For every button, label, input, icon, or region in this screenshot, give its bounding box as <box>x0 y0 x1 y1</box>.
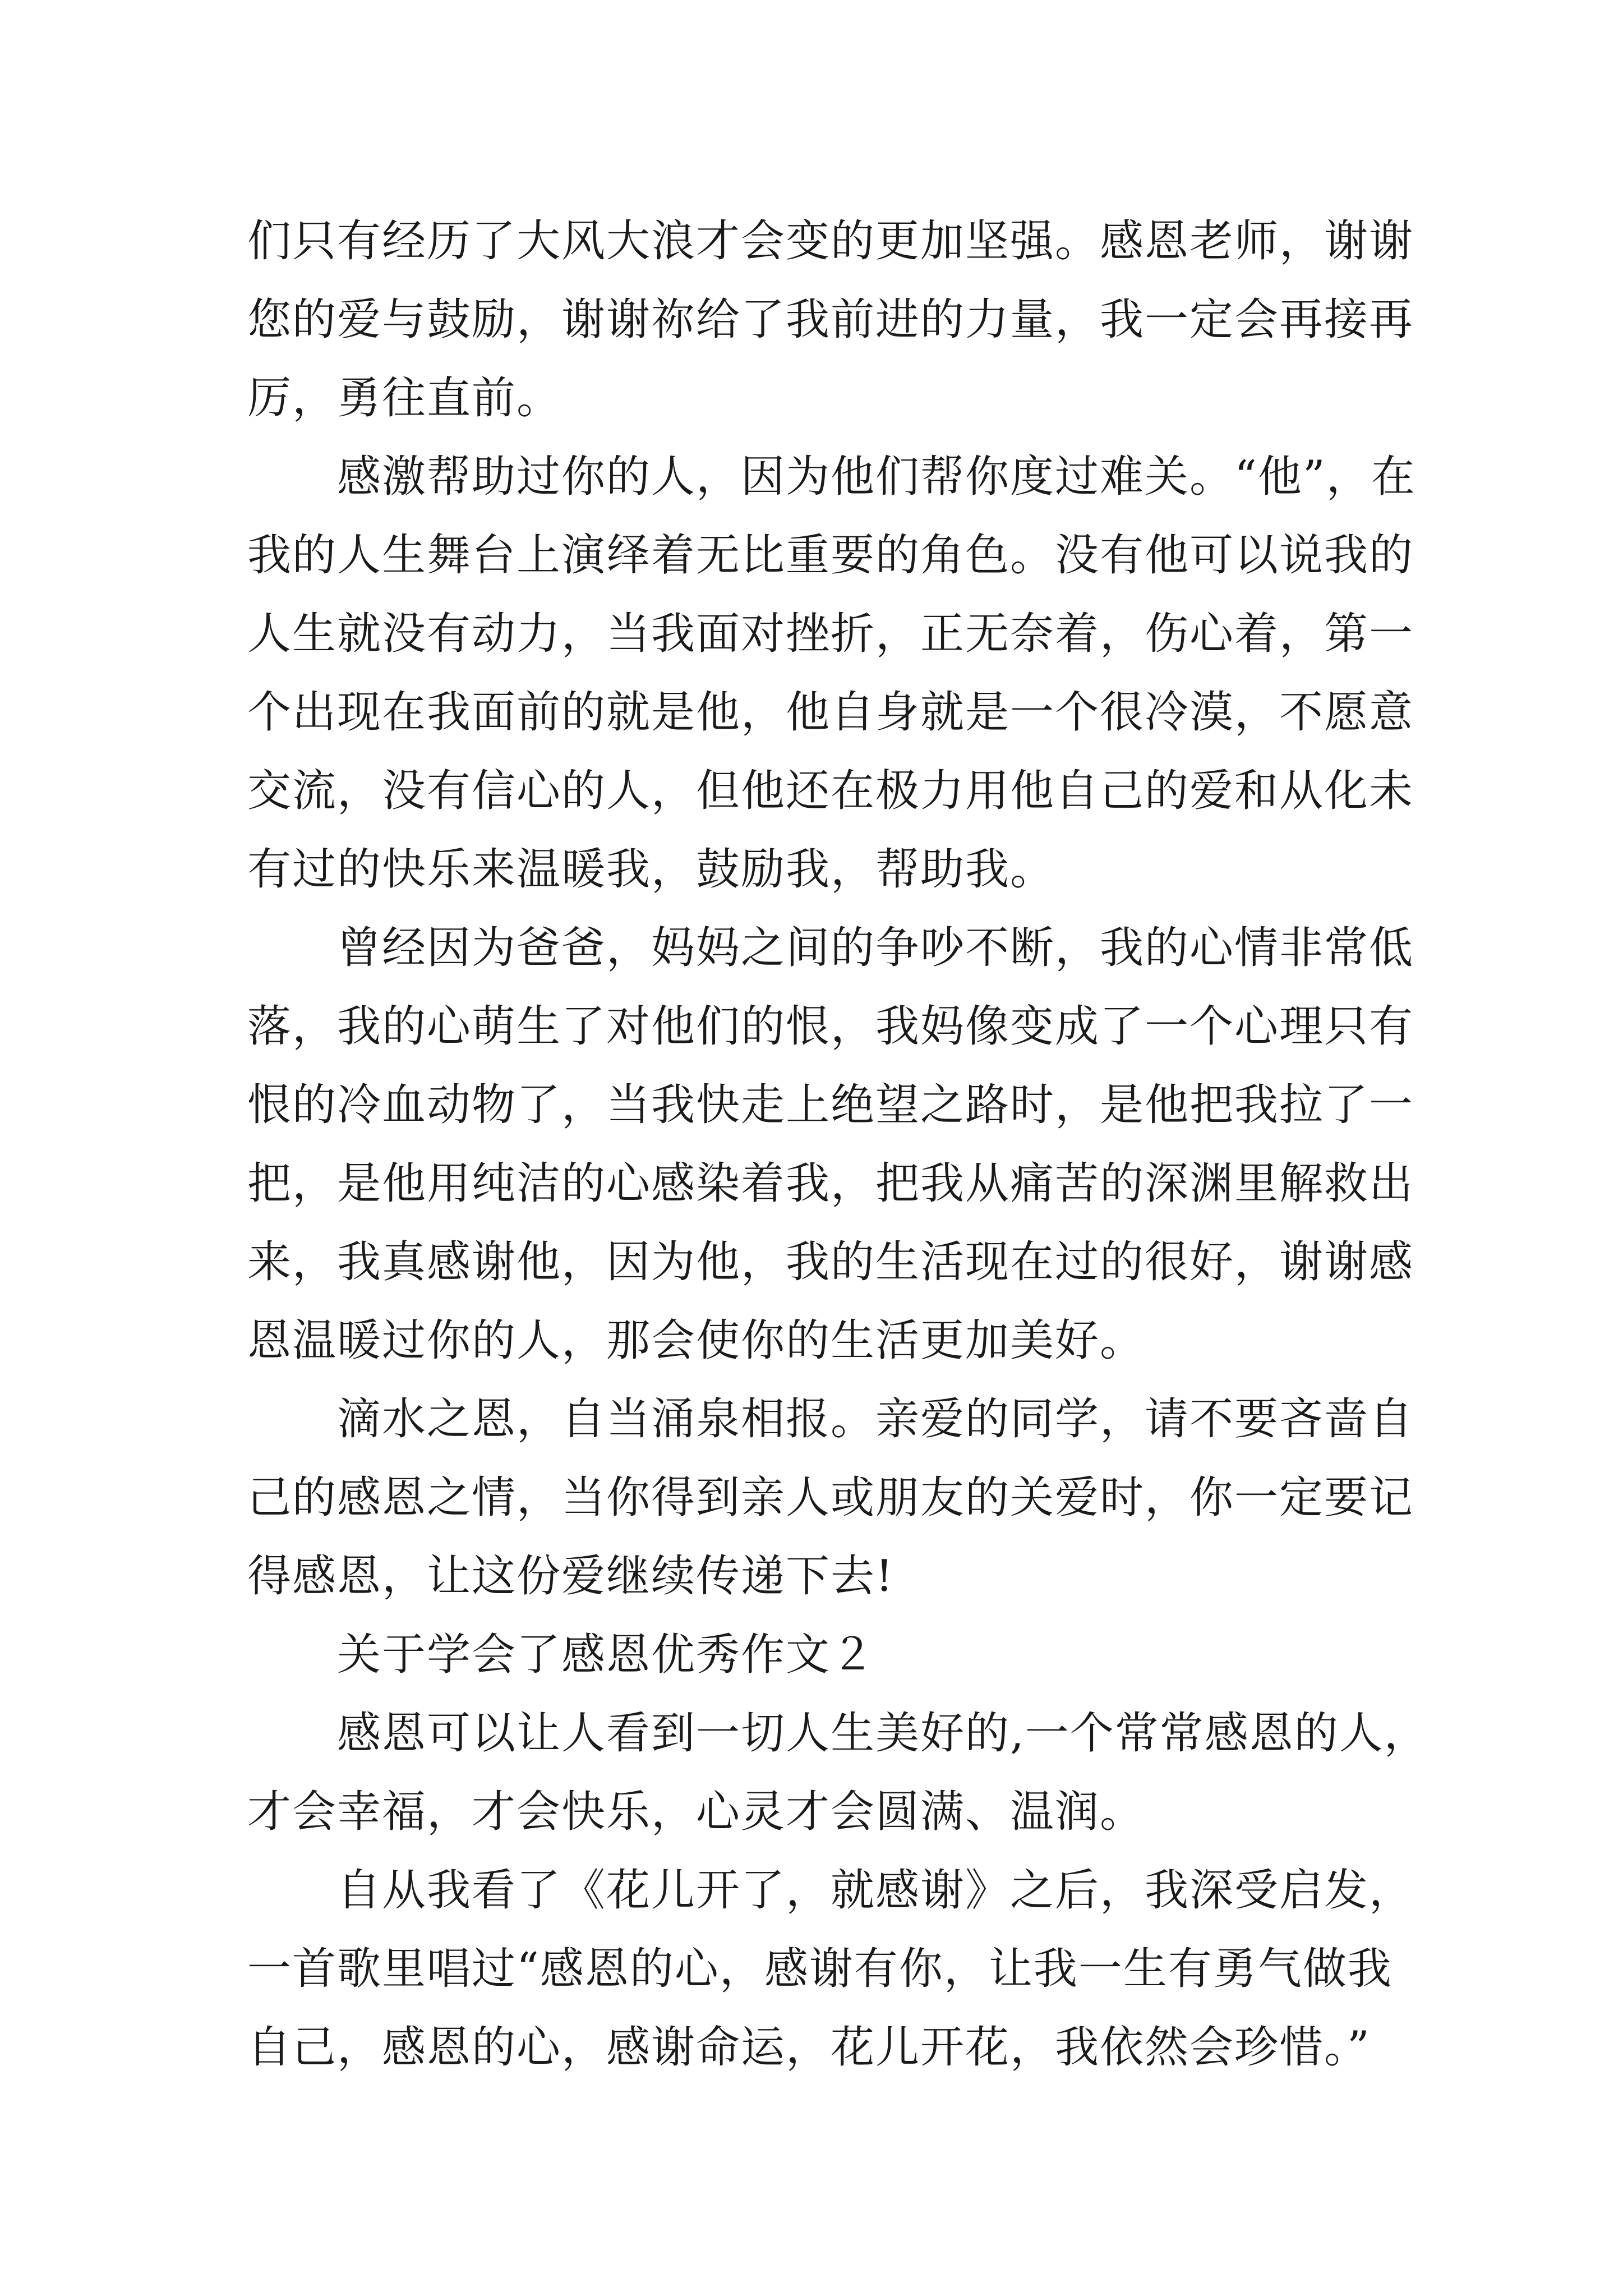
document-body <box>247 202 1429 2087</box>
text-line: 关于学会了感恩优秀作文２ <box>337 1630 876 1680</box>
text-line: 有过的快乐来温暖我，鼓励我，帮助我。 <box>247 844 1055 895</box>
paragraph <box>247 909 1414 1380</box>
paragraph <box>247 438 1416 909</box>
text-line: 厉，勇往直前。 <box>247 373 562 424</box>
text-line: 得感恩，让这份爱继续传递下去! <box>247 1551 895 1602</box>
text-line: 一首歌里唱过“感恩的心，感谢有你，让我一生有勇气做我 <box>247 1944 1393 1994</box>
text-line: 把，是他用纯洁的心感染着我，把我从痛苦的深渊里解救出 <box>247 1158 1414 1209</box>
text-line: 们只有经历了大风大浪才会变的更加坚强。感恩老师，谢谢 <box>247 216 1414 266</box>
text-line: 人生就没有动力，当我面对挫折，正无奈着，伤心着，第一 <box>247 609 1414 659</box>
text-line: 自己，感恩的心，感谢命运，花儿开花，我依然会珍惜。” <box>247 2022 1371 2073</box>
text-line: 来，我真感谢他，因为他，我的生活现在过的很好，谢谢感 <box>247 1237 1414 1287</box>
paragraph <box>247 1851 1414 2087</box>
text-line: 落，我的心萌生了对他们的恨，我妈像变成了一个心理只有 <box>247 1001 1414 1052</box>
text-line: 恩温暖过你的人，那会使你的生活更加美好。 <box>247 1315 1145 1366</box>
paragraph <box>247 202 1414 438</box>
text-line: 己的感恩之情，当你得到亲人或朋友的关爱时，你一定要记 <box>247 1473 1414 1523</box>
text-line: 交流，没有信心的人，但他还在极力用他自己的爱和从化未 <box>247 766 1414 816</box>
text-line: 曾经因为爸爸，妈妈之间的争吵不断，我的心情非常低 <box>337 923 1414 973</box>
text-line: 我的人生舞台上演绎着无比重要的角色。没有他可以说我的 <box>247 530 1414 581</box>
text-line: 感恩可以让人看到一切人生美好的,一个常常感恩的人， <box>337 1708 1429 1759</box>
paragraph <box>247 1616 1380 1694</box>
text-line: 个出现在我面前的就是他，他自身就是一个很冷漠，不愿意 <box>247 687 1414 738</box>
text-line: 感激帮助过你的人，因为他们帮你度过难关。“他”，在 <box>337 452 1416 502</box>
text-line: 滴水之恩，自当涌泉相报。亲爱的同学，请不要吝啬自 <box>337 1394 1414 1444</box>
paragraph <box>247 1694 1429 1851</box>
text-line: 自从我看了《花儿开了，就感谢》之后，我深受启发， <box>337 1865 1414 1916</box>
text-line: 才会幸福，才会快乐，心灵才会圆满、温润。 <box>247 1787 1145 1837</box>
text-line: 恨的冷血动物了，当我快走上绝望之路时，是他把我拉了一 <box>247 1080 1414 1130</box>
paragraph <box>247 1380 1414 1616</box>
text-line: 您的爱与鼓励，谢谢祢给了我前进的力量，我一定会再接再 <box>247 295 1414 345</box>
